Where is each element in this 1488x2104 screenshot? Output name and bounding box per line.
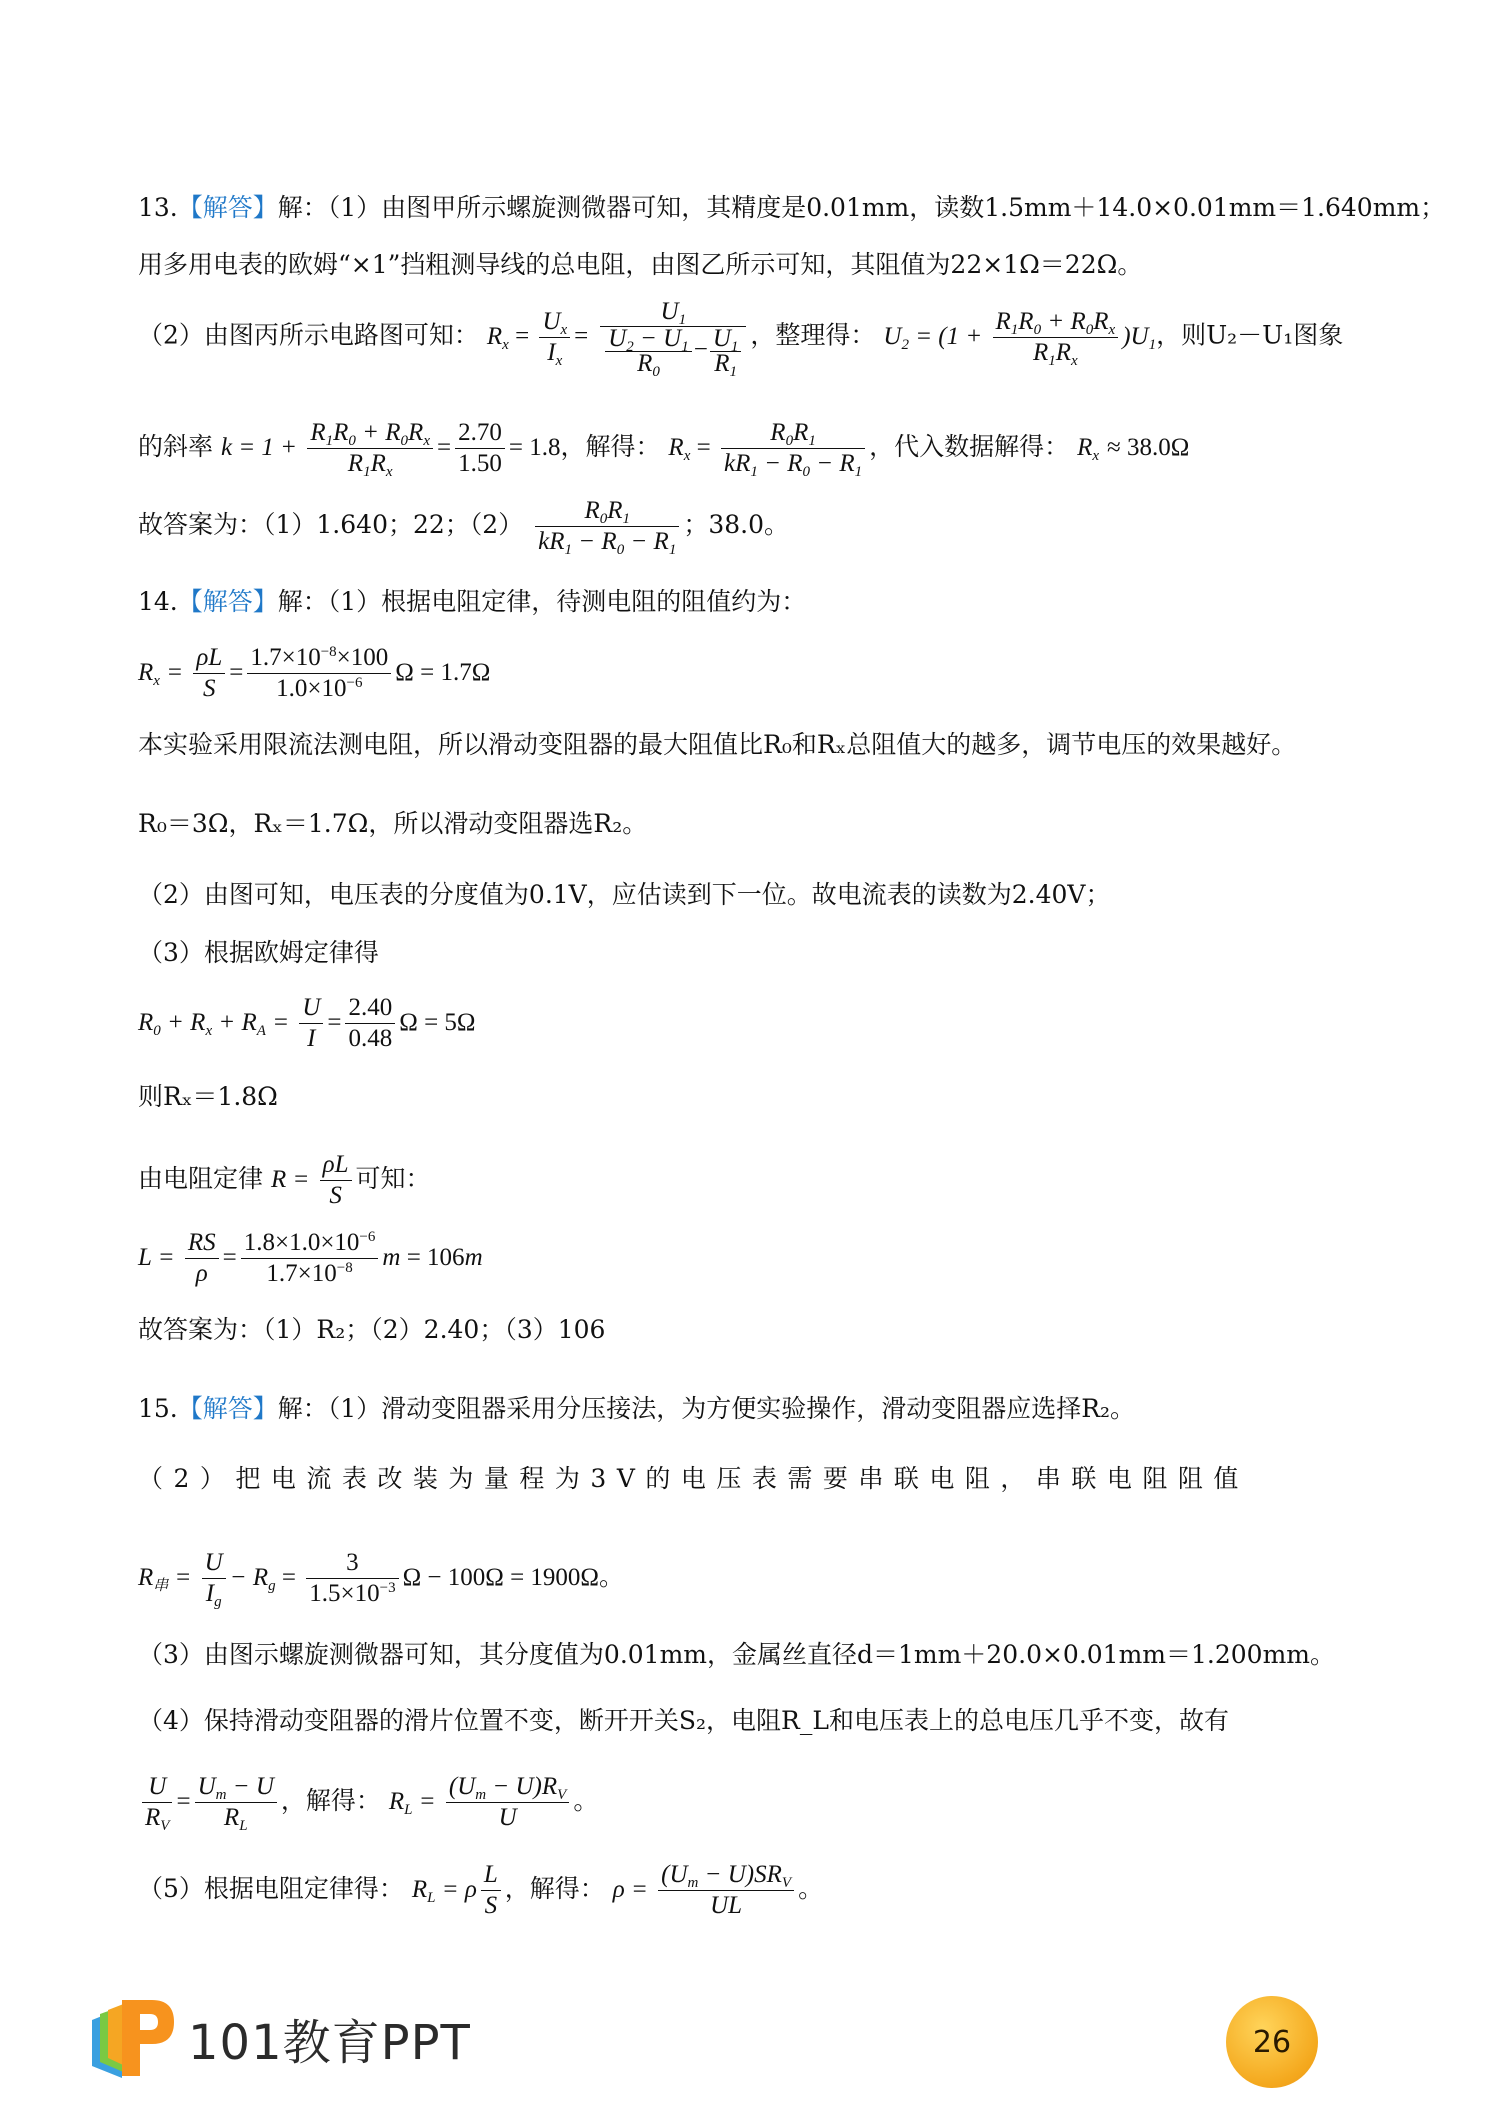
q13-formula-rx: $R_x$ (486, 322, 509, 353)
q15-text-7a: （5）根据电阻定律得： (138, 1874, 404, 1903)
q13-line-2 (138, 248, 1142, 282)
q15-text-4: （3）由图示螺旋测微器可知，其分度值为0.01mm，金属丝直径d＝1mm＋20.0×0.01mm＝1.200mm。 (138, 1640, 1335, 1669)
q14-text-3: 本实验采用限流法测电阻，所以滑动变阻器的最大阻值比R₀和Rₓ总阻值大的越多，调节电压的效果越好。 (138, 730, 1297, 759)
q13-text-4c: ，代入数据解得： (869, 432, 1070, 461)
q13-line-4: 的斜率 k = 1 + $\frac{R_1R_0 + R_0R_x}{R_1R_x}$ = $\frac{2.70}{1.50}$ = 1.8，解得： $R_x$ = $\frac{R_0R_1}{kR_1 - R_0 - R_1}$ ，代入数据解得： $R_x \approx 38.0\Omega$ (138, 419, 1190, 480)
q14-frac-rhoL-s: $\frac{\rho L}{S}$ (193, 643, 225, 704)
q13-text-5b: ；38.0。 (683, 510, 790, 539)
q15-text-2: （2）把电流表改装为量程为3V的电压表需要串联电阻，串联电阻阻值 (138, 1464, 1249, 1493)
q14-line-3 (138, 728, 1296, 762)
q13-frac-slope-b: $\frac{R_1R_0 + R_0R_x}{R_1R_x}$ (307, 418, 433, 479)
q13-frac-values: $\frac{2.70}{1.50}$ (455, 418, 505, 479)
q14-text-8: 则Rₓ＝1.8Ω (138, 1082, 278, 1111)
q15-line-5 (138, 1704, 1229, 1738)
q14-line-7: $R_0 + R_x + R_A$ = $\frac{U}{I}$ = $\frac{2.40}{0.48}$ Ω = 5Ω (138, 994, 476, 1052)
q13-text-4a: 的斜率 (138, 432, 214, 461)
q14-line-4 (138, 807, 647, 841)
q13-answer-tag: 【解答】 (177, 193, 278, 222)
q15-text-6a: ，解得： (280, 1786, 381, 1815)
q14-text-11: 故答案为：（1）R₂；（2）2.40；（3）106 (138, 1315, 606, 1344)
q14-frac-rs-rho: $\frac{RS}{\rho}$ (185, 1228, 219, 1289)
brand-logo-icon (82, 1990, 182, 2094)
q14-line-9: 由电阻定律 R = $\frac{\rho L}{S}$ 可知： (138, 1151, 431, 1209)
q13-text-4b: ，解得： (560, 432, 661, 461)
q15-text-7b: ，解得： (504, 1874, 605, 1903)
q14-line-10: L = $\frac{RS}{\rho}$ = $\frac{1.8\times 1.0\times 10^{-6}}{1.7\times 10^{-8}}$ m = 106m (138, 1229, 483, 1287)
q14-formula-ohm: $R_0 + R_x + R_A$ = (138, 1009, 296, 1039)
q13-formula-u2: $U_2 = (1$ + (883, 322, 989, 353)
q14-formula-length: L = (138, 1244, 181, 1271)
page-number: 26 (1252, 2024, 1292, 2060)
q14-line-6 (138, 936, 379, 970)
q13-text-3b: ，整理得： (750, 320, 876, 350)
q13-text-3a: （2）由图丙所示电路图可知： (138, 320, 479, 350)
q15-frac-rl-result: $\frac{(U_m - U)R_V}{U}$ (446, 1772, 569, 1833)
q14-text-6: （3）根据欧姆定律得 (138, 938, 379, 967)
q13-text-2: 用多用电表的欧姆“×1”挡粗测导线的总电阻，由图乙所示可知，其阻值为22×1Ω＝22Ω。 (138, 250, 1143, 279)
q15-frac-u-rv: $\frac{U}{R_V}$ (142, 1772, 172, 1833)
q15-frac-l-s: $\frac{L}{S}$ (481, 1860, 501, 1921)
q14-line-1 (138, 585, 806, 619)
q15-frac-u-ig: $\frac{U}{I_g}$ (202, 1548, 226, 1609)
q15-line-4 (138, 1638, 1335, 1672)
q14-number: 14. (138, 587, 178, 616)
q13-frac-slope-a: $\frac{R_1R_0 + R_0R_x}{R_1R_x}$ (993, 307, 1119, 368)
brand-name: 101教育PPT (188, 2015, 471, 2071)
q14-text-5: （2）由图可知，电压表的分度值为0.1V，应估读到下一位。故电流表的读数为2.40V； (138, 880, 1111, 909)
q13-text-1: 解：（1）由图甲所示螺旋测微器可知，其精度是0.01mm，读数1.5mm＋14.0×0.01mm＝1.640mm； (277, 193, 1446, 222)
q15-line-3: $R_串$ = $\frac{U}{I_g}$ − $R_g$ = $\frac{3}{1.5\times 10^{-3}}$ Ω − 100Ω = 1900Ω。 (138, 1549, 625, 1610)
q15-number: 15. (138, 1394, 178, 1423)
q13-formula-k: k = 1 + (220, 434, 304, 461)
q15-line-6: $\frac{U}{R_V}$ = $\frac{U_m - U}{R_L}$ ，解得： $R_L$ = $\frac{(U_m - U)R_V}{U}$ 。 (138, 1772, 598, 1833)
q13-line-3: （2）由图丙所示电路图可知： $R_x$ = $\frac{U_x}{I_x}$ = $U_1$ $\frac{U_2 - U_1}{R_0}$ − $\frac{U_1}{R_1}$ ，整理得： $U_2 = (1$ + $\frac{R_1R_0 + R_0R_x}{R_1R_x}$ )$U_1$，则U₂－U₁图象 (138, 298, 1344, 380)
q13-frac-answer: $\frac{R_0R_1}{kR_1 - R_0 - R_1}$ (535, 496, 679, 557)
q15-text-5: （4）保持滑动变阻器的滑片位置不变，断开开关S₂，电阻R_L和电压表上的总电压几乎不变，故有 (138, 1706, 1229, 1735)
q14-answer-tag: 【解答】 (177, 587, 278, 616)
q15-frac-values: $\frac{3}{1.5\times 10^{-3}}$ (306, 1548, 398, 1609)
q15-line-2 (138, 1462, 1249, 1496)
q15-frac-rho-result: $\frac{(U_m - U)SR_V}{UL}$ (658, 1860, 794, 1921)
q15-formula-rseries: $R_串$ = (138, 1564, 198, 1594)
q13-frac-rx-result: $\frac{R_0R_1}{kR_1 - R_0 - R_1}$ (721, 418, 865, 479)
q13-line-5 (138, 496, 789, 557)
q14-frac-resistance-law: $\frac{\rho L}{S}$ (320, 1150, 352, 1211)
q14-frac-length-values: $\frac{1.8\times 1.0\times 10^{-6}}{1.7\times 10^{-8}}$ (241, 1228, 379, 1289)
q13-rx-symbol: R (1077, 434, 1093, 461)
q13-frac-nested: $U_1$ $\frac{U_2 - U_1}{R_0}$ − $\frac{U_1}{R_1}$ (600, 298, 746, 376)
q14-text-4: R₀＝3Ω，Rₓ＝1.7Ω，所以滑动变阻器选R₂。 (138, 809, 648, 838)
q15-line-7: （5）根据电阻定律得： $R_L = \rho$ $\frac{L}{S}$ ，解得： ρ = $\frac{(U_m - U)SR_V}{UL}$ 。 (138, 1861, 824, 1919)
q13-frac-ux-ix: $\frac{U_x}{I_x}$ (539, 307, 570, 368)
q13-rx-value: ≈ 38.0Ω (1107, 434, 1190, 461)
q14-line-8 (138, 1080, 278, 1114)
q14-frac-ohm-values: $\frac{2.40}{0.48}$ (345, 993, 395, 1054)
q13-line-1 (138, 191, 1445, 225)
q14-frac-u-i: $\frac{U}{I}$ (299, 993, 323, 1054)
q14-frac-values: $\frac{1.7\times 10^{-8}\times 100}{1.0\times 10^{-6}}$ (247, 643, 391, 704)
q13-text-5a: 故答案为：（1）1.640；22；（2） (138, 510, 524, 539)
q14-line-2: $R_x$ = $\frac{\rho L}{S}$ = $\frac{1.7\times 10^{-8}\times 100}{1.0\times 10^{-6}}$ Ω = 1.7Ω (138, 644, 491, 702)
q15-line-1 (138, 1392, 1135, 1426)
q15-text-1: 解：（1）滑动变阻器采用分压接法，为方便实验操作，滑动变阻器应选择R₂。 (277, 1394, 1136, 1423)
q13-text-3c: ，则U₂－U₁图象 (1156, 320, 1344, 350)
q14-formula-rx: $R_x$ = (138, 659, 190, 689)
q15-frac-um-rl: $\frac{U_m - U}{R_L}$ (195, 1772, 277, 1833)
q14-line-11 (138, 1313, 605, 1347)
q14-line-5 (138, 878, 1110, 912)
q14-text-1: 解：（1）根据电阻定律，待测电阻的阻值约为： (277, 587, 807, 616)
q15-answer-tag: 【解答】 (177, 1394, 278, 1423)
q14-text-9b: 可知： (355, 1164, 431, 1193)
page-number-badge (1226, 1996, 1318, 2088)
q13-number: 13. (138, 193, 178, 222)
q14-text-9a: 由电阻定律 (138, 1164, 264, 1193)
